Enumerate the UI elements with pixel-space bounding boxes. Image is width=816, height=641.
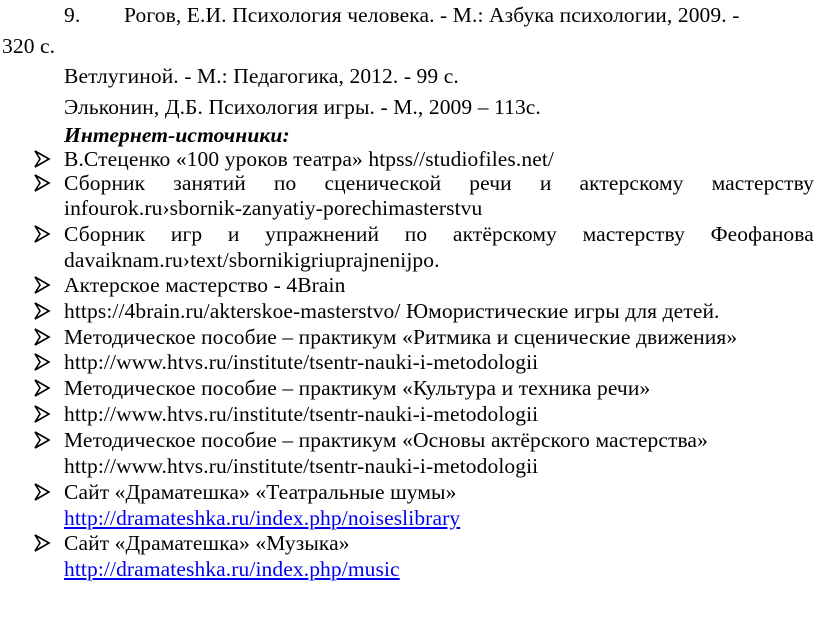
- internet-item-htvs-1: http://www.htvs.ru/institute/tsentr-nauki-i-metodologii: [64, 350, 539, 374]
- word: игр: [170, 222, 203, 246]
- word: и: [227, 222, 240, 246]
- word: по: [273, 171, 297, 195]
- arrowhead-bullet-icon: [33, 404, 51, 424]
- arrowhead-bullet-icon: [33, 430, 51, 450]
- internet-item-4brain-url: https://4brain.ru/akterskoe-masterstvo/ Юмористические игры для детей.: [64, 299, 720, 323]
- internet-item-htvs-3: http://www.htvs.ru/institute/tsentr-nauki-i-metodologii: [64, 454, 539, 478]
- arrowhead-bullet-icon: [33, 224, 51, 244]
- reference-vetluginoy: Ветлугиной. - М.: Педагогика, 2012. - 99 с.: [64, 64, 459, 88]
- internet-item-4brain: Актерское мастерство - 4Brain: [64, 273, 346, 297]
- word: сценической: [324, 171, 442, 195]
- arrowhead-bullet-icon: [33, 301, 51, 321]
- dramateshka-noises-link[interactable]: http://dramateshka.ru/index.php/noiseslibrary: [64, 506, 461, 530]
- reference-elkonin: Эльконин, Д.Б. Психология игры. - М., 2009 – 113с.: [64, 95, 541, 119]
- word: Сборник: [64, 171, 146, 195]
- internet-item-osnovy-masterstva: Методическое пособие – практикум «Основы актёрского мастерства»: [64, 428, 708, 452]
- arrowhead-bullet-icon: [33, 482, 51, 502]
- word: мастерству: [711, 171, 814, 195]
- internet-item-sbornik-igr: [64, 221, 814, 247]
- arrowhead-bullet-icon: [33, 533, 51, 553]
- word: речи: [469, 171, 512, 195]
- internet-item-ritmika: Методическое пособие – практикум «Ритмика и сценические движения»: [64, 325, 738, 349]
- internet-item-dramateshka-muzyka: Сайт «Драматешка» «Музыка»: [64, 531, 350, 555]
- word: занятий: [173, 171, 246, 195]
- word: мастерству: [582, 222, 685, 246]
- arrowhead-bullet-icon: [33, 378, 51, 398]
- dramateshka-music-link[interactable]: http://dramateshka.ru/index.php/music: [64, 557, 400, 581]
- internet-item-sbornik-zanyatiy-url: infourok.ru›sbornik-zanyatiy-porechimasterstvu: [64, 196, 483, 220]
- arrowhead-bullet-icon: [33, 352, 51, 372]
- reference-9-number: 9.: [64, 3, 81, 27]
- internet-item-kultura-rechi: Методическое пособие – практикум «Культура и техника речи»: [64, 376, 651, 400]
- internet-item-htvs-2: http://www.htvs.ru/institute/tsentr-nauki-i-metodologii: [64, 402, 539, 426]
- internet-item-sbornik-igr-url: davaiknam.ru›text/sbornikigriuprajnenijpo.: [64, 248, 440, 272]
- arrowhead-bullet-icon: [33, 173, 51, 193]
- reference-9-continuation: 320 с.: [2, 34, 56, 58]
- word: по: [404, 222, 428, 246]
- internet-item-stetsenko: В.Стеценко «100 уроков театра» htpss//studiofiles.net/: [64, 147, 555, 171]
- word: Феофанова: [710, 222, 814, 246]
- internet-item-sbornik-zanyatiy: [64, 170, 814, 196]
- arrowhead-bullet-icon: [33, 275, 51, 295]
- internet-item-dramateshka-shumy: Сайт «Драматешка» «Театральные шумы»: [64, 480, 457, 504]
- word: актёрскому: [452, 222, 557, 246]
- arrowhead-bullet-icon: [33, 149, 51, 169]
- word: Сборник: [64, 222, 146, 246]
- word: упражнений: [265, 222, 380, 246]
- word: актерскому: [579, 171, 684, 195]
- reference-9-text: Рогов, Е.И. Психология человека. - М.: Азбука психологии, 2009. -: [124, 3, 740, 27]
- word: и: [539, 171, 552, 195]
- arrowhead-bullet-icon: [33, 327, 51, 347]
- internet-sources-heading: Интернет-источники:: [64, 123, 290, 147]
